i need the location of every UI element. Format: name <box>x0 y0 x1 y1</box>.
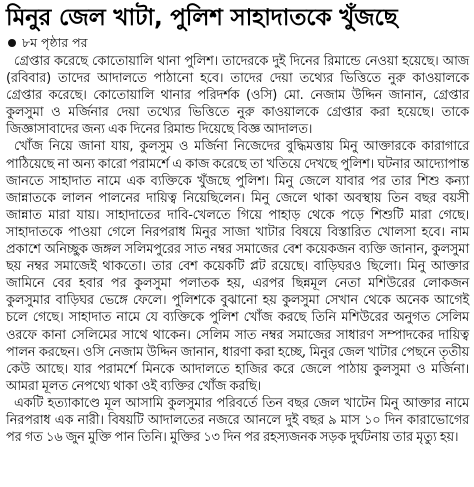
continuation-line <box>6 34 469 52</box>
article-body <box>6 53 469 446</box>
headline: মিনুর জেল খাটা, পুলিশ সাহাদাতকে খুঁজছে <box>6 5 398 31</box>
article-paragraph: গ্রেপ্তার করেছে কোতোয়ালি থানা পুলিশ। তাদেরকে দুই দিনের রিমান্ডে নেওয়া হয়েছে। আজ (রবিবার) তাদের আদালতে পাঠানো হবে। তাদের দেয়া তথ্যের ভিত্তিতে নুরু কাওয়ালকে গ্রেপ্তার করেছে। কোতোয়ালি থানার পরিদর্শক (ওসি) মো. নেজাম উদ্দিন জানান, গ্রেপ্তার কুলসুমা ও মর্জিনার দেয়া তথ্যের ভিত্তিতে নুরু কাওয়ালকে গ্রেপ্তার করা হয়েছে। তাকে জিজ্ঞাসাবাদের জন্য এক দিনের রিমান্ড দিয়েছে বিজ্ঞ আদালত। <box>6 54 469 138</box>
article-paragraph: একটি হত্যাকাণ্ডে মূল আসামি কুলসুমার পরিবর্তে তিন বছর জেল খাটেন মিনু আক্তার নামে নিরপরাধ এক নারী। বিষয়টি আদালতের নজরে আনলে দুই বছর ৯ মাস ১০ দিন কারাভোগের পর গত ১৬ জুন মুক্তি পান তিনি। মুক্তির ১৩ দিন পর রহস্যজনক সড়ক দুর্ঘটনায় তার মৃত্যু হয়। <box>6 395 469 446</box>
bullet-icon <box>8 39 16 47</box>
article-paragraph: খোঁজ নিয়ে জানা যায়, কুলসুম ও মর্জিনা নিজেদের বুদ্ধিমত্তায় মিনু আক্তারকে কারাগারে পাঠিয়েছে না অন্য কারো পরামর্শে এ কাজ করেছে তা খতিয়ে দেখছে পুলিশ। ঘটনার আদ্যোপান্ত জানতে সাহাদাত নামে এক ব্যক্তিকে খুঁজছে পুলিশ। মিনু জেলে যাবার পর তার শিশু কন্যা জান্নাতকে লালন পালনের দায়িত্ব নিয়েছিলেন। মিনু জেলে থাকা অবস্থায় তিন বছর বয়সী জান্নাত মারা যায়। সাহাদাতের দাবি-খেলতে গিয়ে পাহাড় থেকে পড়ে শিশুটি মারা গেছে। সাহাদাতকে পাওয়া গেলে নিরপরাধ মিনুর সাজা খাটার বিষয়ে বিস্তারিত খোলসা হবে। নাম প্রকাশে অনিচ্ছুক জঙ্গল সলিমপুরের সাত নম্বর সমাজের বেশ কয়েকজন ব্যক্তি জানান, কুলসুমা ছয় নম্বর সমাজেই থাকতো। তার বেশ কয়েকটি প্লট রয়েছে। বাড়িঘরও ছিলো। মিনু আক্তার জামিনে বের হবার পর কুলসুমা পলাতক হয়, এরপর ছিন্নমূল নেতা মশিউরের লোকজন কুলসুমার বাড়িঘর ভেঙ্গে ফেলে। পুলিশকে বুঝানো হয় কুলসুমা সেখান থেকে অনেক আগেই চলে গেছে। সাহাদাত নামে যে ব্যক্তিকে পুলিশ খোঁজ করছে তিনি মশিউরের অনুগত সেলিম ওরফে কানা সেলিমের সাথে থাকেন। সেলিম সাত নম্বর সমাজের সাধারণ সম্পাদকের দায়িত্ব পালন করছেন। ওসি নেজাম উদ্দিন জানান, ধারণা করা হচ্ছে, মিনুর জেল খাটার পেছনে তৃতীয় কেউ আছে। যার পরামর্শে মিনকে আদালতে হাজির করে জেলে পাঠায় কুলসুমা ও মর্জিনা। আমরা মূলত নেপথ্যে থাকা ওই ব্যক্তির খোঁজ করছি। <box>6 139 469 394</box>
continuation-label: ৮ম পৃষ্ঠার পর <box>22 35 88 50</box>
